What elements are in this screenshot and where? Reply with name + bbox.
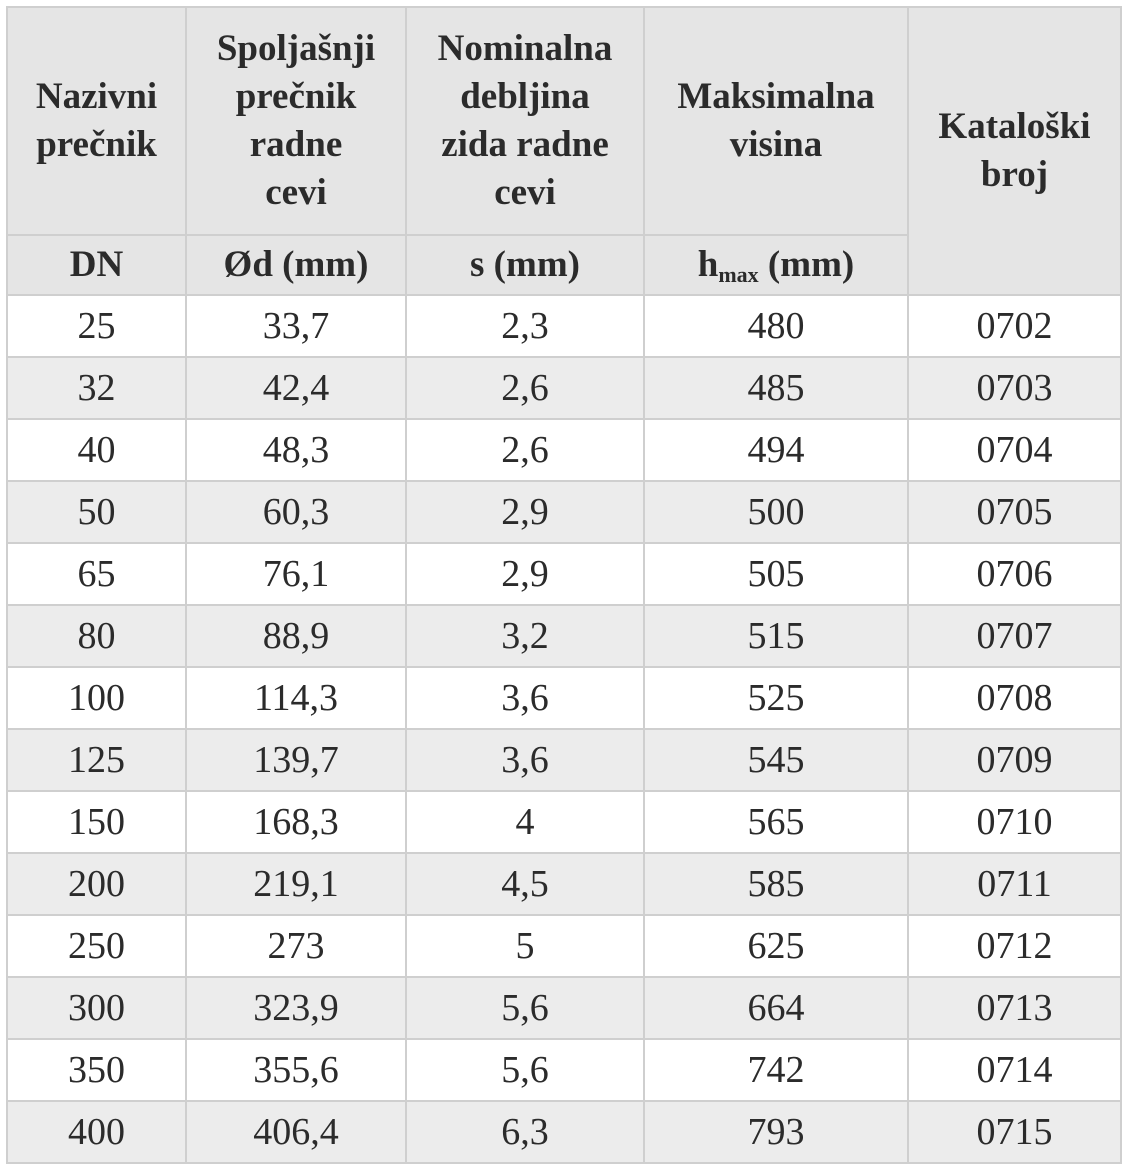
cell-max-height: 742 xyxy=(644,1039,908,1101)
cell-wall-thickness: 3,2 xyxy=(406,605,644,667)
table-row xyxy=(7,357,1121,419)
cell-dn: 80 xyxy=(7,605,186,667)
cell-wall-thickness: 3,6 xyxy=(406,667,644,729)
cell-max-height: 480 xyxy=(644,295,908,357)
table-row xyxy=(7,853,1121,915)
cell-outer-diameter: 323,9 xyxy=(186,977,406,1039)
cell-catalog-number: 0707 xyxy=(908,605,1121,667)
cell-max-height: 625 xyxy=(644,915,908,977)
cell-dn: 200 xyxy=(7,853,186,915)
cell-wall-thickness: 2,6 xyxy=(406,357,644,419)
cell-wall-thickness: 2,3 xyxy=(406,295,644,357)
cell-dn: 40 xyxy=(7,419,186,481)
cell-max-height: 565 xyxy=(644,791,908,853)
cell-catalog-number: 0710 xyxy=(908,791,1121,853)
header-outer-diameter: Spoljašnji prečnik radne cevi xyxy=(186,7,406,235)
table-row xyxy=(7,543,1121,605)
cell-wall-thickness: 5,6 xyxy=(406,1039,644,1101)
cell-max-height: 793 xyxy=(644,1101,908,1163)
cell-catalog-number: 0706 xyxy=(908,543,1121,605)
cell-catalog-number: 0715 xyxy=(908,1101,1121,1163)
cell-wall-thickness: 5,6 xyxy=(406,977,644,1039)
cell-dn: 400 xyxy=(7,1101,186,1163)
cell-outer-diameter: 42,4 xyxy=(186,357,406,419)
cell-wall-thickness: 3,6 xyxy=(406,729,644,791)
cell-max-height: 494 xyxy=(644,419,908,481)
cell-catalog-number: 0702 xyxy=(908,295,1121,357)
cell-dn: 25 xyxy=(7,295,186,357)
cell-max-height: 525 xyxy=(644,667,908,729)
table-row xyxy=(7,605,1121,667)
cell-outer-diameter: 48,3 xyxy=(186,419,406,481)
cell-wall-thickness: 2,9 xyxy=(406,481,644,543)
cell-outer-diameter: 114,3 xyxy=(186,667,406,729)
cell-outer-diameter: 76,1 xyxy=(186,543,406,605)
header-wall-thickness: Nominalna debljina zida radne cevi xyxy=(406,7,644,235)
cell-max-height: 505 xyxy=(644,543,908,605)
cell-dn: 350 xyxy=(7,1039,186,1101)
cell-outer-diameter: 33,7 xyxy=(186,295,406,357)
cell-max-height: 485 xyxy=(644,357,908,419)
cell-outer-diameter: 139,7 xyxy=(186,729,406,791)
table-row xyxy=(7,915,1121,977)
unit-outer-diameter: Ød (mm) xyxy=(186,235,406,295)
table-row xyxy=(7,1101,1121,1163)
cell-dn: 100 xyxy=(7,667,186,729)
table-row xyxy=(7,729,1121,791)
pipe-dimensions-table-container xyxy=(6,6,1120,1161)
header-max-height: Maksimalna visina xyxy=(644,7,908,235)
cell-max-height: 664 xyxy=(644,977,908,1039)
cell-catalog-number: 0705 xyxy=(908,481,1121,543)
cell-wall-thickness: 4,5 xyxy=(406,853,644,915)
cell-dn: 32 xyxy=(7,357,186,419)
header-nominal-diameter: Nazivni prečnik xyxy=(7,7,186,235)
cell-dn: 300 xyxy=(7,977,186,1039)
unit-max-height: $h_{max}$ (mm) xyxy=(644,235,908,295)
cell-catalog-number: 0712 xyxy=(908,915,1121,977)
cell-dn: 50 xyxy=(7,481,186,543)
cell-wall-thickness: 4 xyxy=(406,791,644,853)
cell-outer-diameter: 88,9 xyxy=(186,605,406,667)
unit-wall-thickness: s (mm) xyxy=(406,235,644,295)
table-body xyxy=(7,295,1121,1163)
cell-wall-thickness: 2,9 xyxy=(406,543,644,605)
table-row xyxy=(7,667,1121,729)
table-row xyxy=(7,791,1121,853)
cell-outer-diameter: 219,1 xyxy=(186,853,406,915)
table-row xyxy=(7,977,1121,1039)
table-row xyxy=(7,481,1121,543)
cell-catalog-number: 0703 xyxy=(908,357,1121,419)
unit-dn: DN xyxy=(7,235,186,295)
cell-dn: 65 xyxy=(7,543,186,605)
header-catalog-number: Kataloški broj xyxy=(908,7,1121,295)
table-row xyxy=(7,295,1121,357)
cell-max-height: 500 xyxy=(644,481,908,543)
table-header xyxy=(7,7,1121,295)
cell-outer-diameter: 60,3 xyxy=(186,481,406,543)
cell-catalog-number: 0713 xyxy=(908,977,1121,1039)
cell-outer-diameter: 168,3 xyxy=(186,791,406,853)
pipe-dimensions-table xyxy=(6,6,1122,1164)
table-row xyxy=(7,1039,1121,1101)
cell-dn: 250 xyxy=(7,915,186,977)
cell-catalog-number: 0714 xyxy=(908,1039,1121,1101)
cell-max-height: 545 xyxy=(644,729,908,791)
cell-outer-diameter: 406,4 xyxy=(186,1101,406,1163)
cell-outer-diameter: 273 xyxy=(186,915,406,977)
cell-wall-thickness: 6,3 xyxy=(406,1101,644,1163)
cell-max-height: 515 xyxy=(644,605,908,667)
cell-outer-diameter: 355,6 xyxy=(186,1039,406,1101)
cell-catalog-number: 0709 xyxy=(908,729,1121,791)
cell-catalog-number: 0711 xyxy=(908,853,1121,915)
cell-wall-thickness: 5 xyxy=(406,915,644,977)
cell-catalog-number: 0704 xyxy=(908,419,1121,481)
cell-catalog-number: 0708 xyxy=(908,667,1121,729)
cell-dn: 125 xyxy=(7,729,186,791)
table-row xyxy=(7,419,1121,481)
cell-dn: 150 xyxy=(7,791,186,853)
cell-wall-thickness: 2,6 xyxy=(406,419,644,481)
cell-max-height: 585 xyxy=(644,853,908,915)
